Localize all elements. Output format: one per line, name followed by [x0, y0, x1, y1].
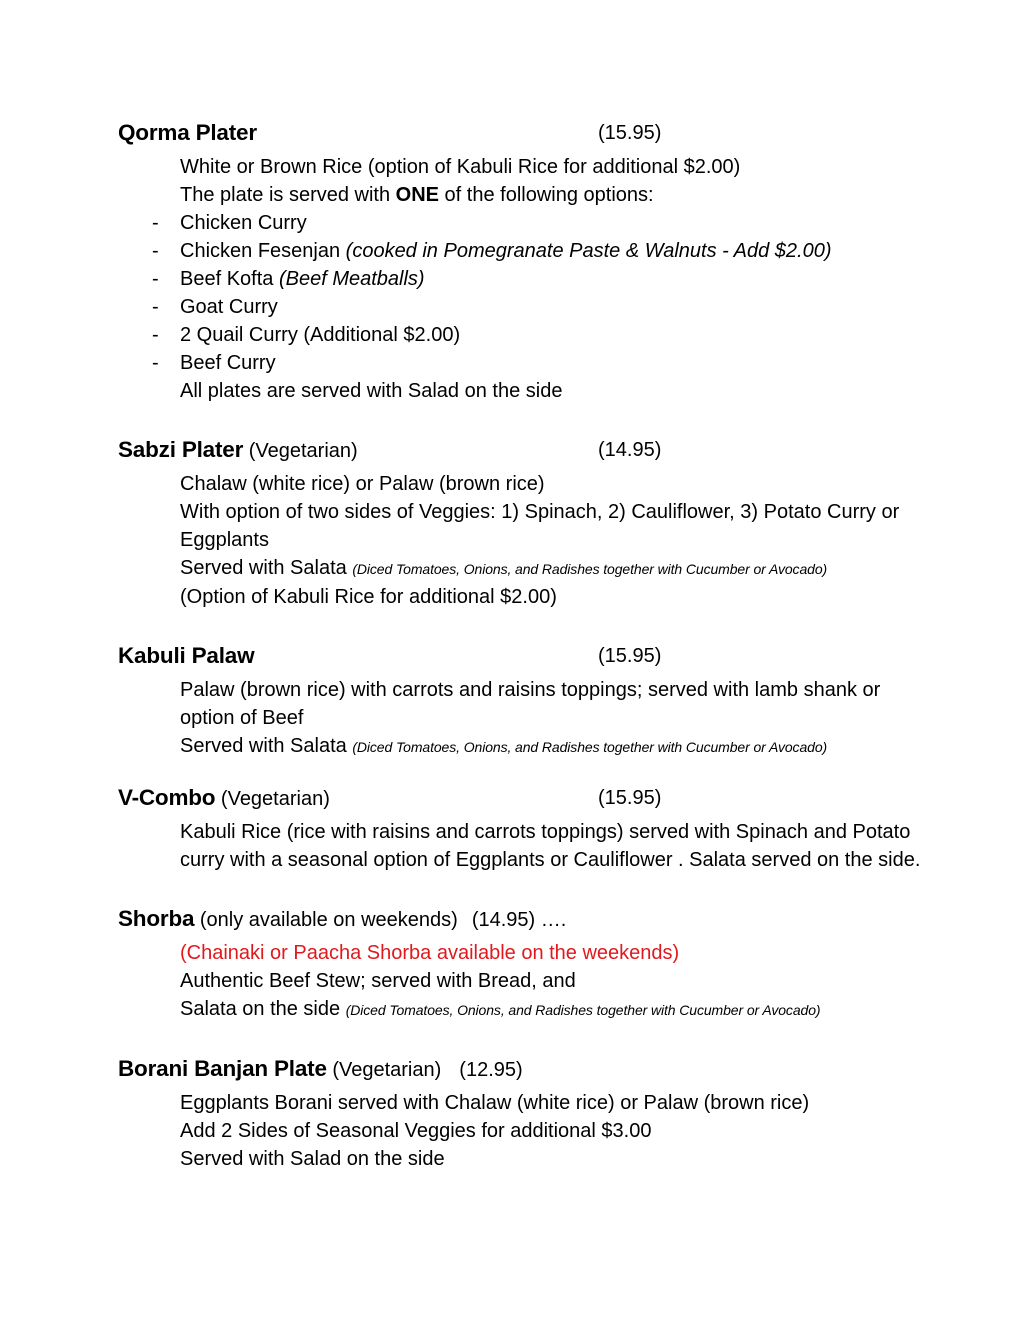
list-item-label: Beef Curry — [180, 352, 276, 374]
list-item-label: Beef Kofta — [180, 268, 279, 290]
list-item-note: (Beef Meatballs) — [278, 268, 425, 290]
serving-note-emphasis: ONE — [395, 184, 439, 206]
list-item — [152, 265, 924, 293]
menu-item-sabzi-plater — [118, 435, 924, 611]
menu-item-name: Shorba — [118, 906, 195, 931]
menu-item-v-combo — [118, 783, 924, 874]
menu-item-price: (15.95) — [598, 645, 662, 667]
menu-item-shorba — [118, 904, 924, 1024]
menu-item-description-line: With option of two sides of Veggies: 1) Spinach, 2) Cauliflower, 3) Potato Curry or Eggplants — [180, 501, 900, 551]
menu-item-description-line: (Option of Kabuli Rice for additional $2.00) — [180, 586, 557, 608]
menu-item-description-line: White or Brown Rice (option of Kabuli Rice for additional $2.00) — [180, 156, 741, 178]
dash-bullet: - — [152, 240, 159, 262]
section-spacer — [118, 611, 924, 641]
menu-item-qualifier: (Vegetarian) — [215, 788, 330, 810]
menu-item-name: V-Combo — [118, 785, 216, 810]
menu-item-qualifier: (Vegetarian) — [243, 440, 358, 462]
dash-bullet: - — [152, 324, 159, 346]
menu-item-description-line: Add 2 Sides of Seasonal Veggies for additional $3.00 — [180, 1120, 652, 1142]
section-spacer — [118, 405, 924, 435]
serving-note-prefix: The plate is served with — [180, 184, 396, 206]
list-item-label: Chicken Fesenjan — [180, 240, 346, 262]
section-spacer — [118, 1024, 924, 1054]
salata-prefix: Served with Salata — [180, 557, 353, 579]
menu-item-footer-note: All plates are served with Salad on the side — [180, 380, 563, 402]
dash-bullet: - — [152, 212, 159, 234]
salata-prefix: Served with Salata — [180, 735, 353, 757]
list-item — [152, 237, 924, 265]
menu-item-salata-line — [180, 995, 924, 1024]
section-spacer — [118, 874, 924, 904]
list-item-label: Goat Curry — [180, 296, 278, 318]
menu-item-heading — [118, 435, 924, 468]
menu-item-salata-line — [180, 732, 924, 761]
menu-item-price: (15.95) — [598, 122, 662, 144]
menu-item-description-line: Kabuli Rice (rice with raisins and carrots toppings) served with Spinach and Potato curry with a seasonal option of Eggplants or Cauliflower . Salata served on the side. — [180, 821, 921, 871]
menu-item-name: Kabuli Palaw — [118, 643, 255, 668]
dash-bullet: - — [152, 352, 159, 374]
list-item — [152, 293, 924, 321]
menu-item-heading — [118, 118, 924, 151]
salata-prefix: Salata on the side — [180, 998, 346, 1020]
menu-item-price: (15.95) — [598, 787, 662, 809]
list-item-note: (cooked in Pomegranate Paste & Walnuts - Add $2.00) — [345, 240, 832, 262]
menu-item-price: (14.95) …. — [471, 909, 567, 931]
menu-item-price: (12.95) — [459, 1059, 523, 1081]
menu-item-heading — [118, 783, 924, 816]
section-spacer — [118, 761, 924, 783]
serving-note-suffix: of the following options: — [439, 184, 654, 206]
menu-item-heading — [118, 1054, 924, 1087]
list-item — [152, 321, 924, 349]
menu-item-availability-note: (Chainaki or Paacha Shorba available on the weekends) — [180, 942, 680, 964]
list-item — [152, 209, 924, 237]
list-item-label: 2 Quail Curry (Additional $2.00) — [180, 324, 461, 346]
menu-item-description-line: Served with Salad on the side — [180, 1148, 445, 1170]
menu-item-heading — [118, 904, 924, 937]
salata-note: (Diced Tomatoes, Onions, and Radishes together with Cucumber or Avocado) — [352, 739, 828, 755]
menu-item-borani-banjan-plate — [118, 1054, 924, 1173]
menu-item-name: Qorma Plater — [118, 120, 257, 145]
menu-item-qualifier: (only available on weekends) — [194, 909, 458, 931]
menu-item-description-line: Chalaw (white rice) or Palaw (brown rice) — [180, 473, 545, 495]
menu-item-kabuli-palaw — [118, 641, 924, 761]
menu-item-heading — [118, 641, 924, 674]
list-item-label: Chicken Curry — [180, 212, 307, 234]
menu-item-serving-note — [180, 181, 924, 209]
menu-item-salata-line — [180, 554, 924, 583]
dash-bullet: - — [152, 268, 159, 290]
menu-item-name: Sabzi Plater — [118, 437, 244, 462]
salata-note: (Diced Tomatoes, Onions, and Radishes together with Cucumber or Avocado) — [345, 1002, 821, 1018]
salata-note: (Diced Tomatoes, Onions, and Radishes together with Cucumber or Avocado) — [352, 561, 828, 577]
menu-item-price: (14.95) — [598, 439, 662, 461]
menu-item-description-line: Authentic Beef Stew; served with Bread, and — [180, 970, 576, 992]
list-item — [152, 349, 924, 377]
menu-item-qualifier: (Vegetarian) — [326, 1059, 442, 1081]
menu-item-name: Borani Banjan Plate — [118, 1056, 327, 1081]
menu-item-description-line: Palaw (brown rice) with carrots and raisins toppings; served with lamb shank or option of Beef — [180, 679, 881, 729]
dash-bullet: - — [152, 296, 159, 318]
menu-item-description-line: Eggplants Borani served with Chalaw (white rice) or Palaw (brown rice) — [180, 1092, 810, 1114]
menu-item-qorma-plater — [118, 118, 924, 405]
